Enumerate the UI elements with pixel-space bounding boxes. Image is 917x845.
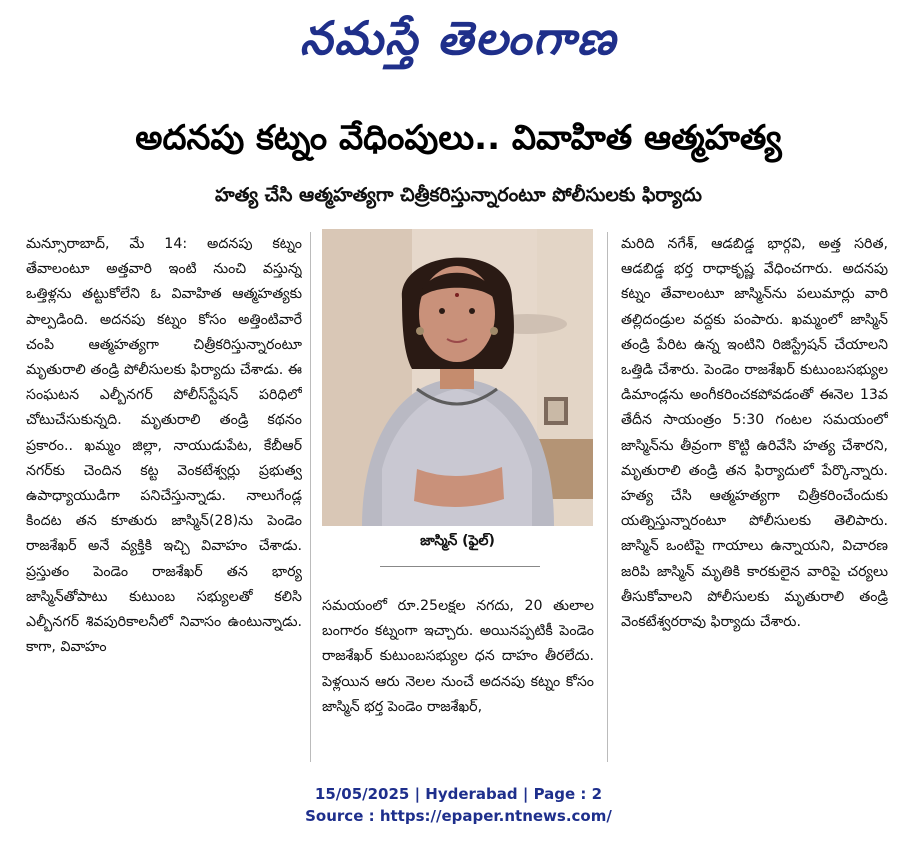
footer-source: Source : https://epaper.ntnews.com/	[305, 807, 612, 825]
article-headline: అదనపు కట్నం వేధింపులు.. వివాహిత ఆత్మహత్య	[135, 118, 782, 158]
article-column-left-text: మన్సూరాబాద్, మే 14: అదనపు కట్నం తేవాలంటూ అత్తవారి ఇంటి నుంచి వస్తున్న ఒత్తిళ్లను తట్టుకోలేని ఓ వివాహిత ఆత్మహత్యకు పాల్పడింది. అదనపు కట్నం కోసం అత్తింటివారే చంపి ఆత్మహత్యగా చిత్రీకరిస్తున్నారంటూ మృతురాలి తండ్రి పోలీసులకు ఫిర్యాదు చేశాడు. ఈ సంఘటన ఎల్బీనగర్ పోలీస్‌స్టేషన్ పరిధిలో చోటుచేసుకున్నది. మృతురాలి తండ్రి కథనం ప్రకారం.. ఖమ్మం జిల్లా, నాయుడుపేట, కేబీఆర్ నగర్‌కు చెందిన కట్ట వెంకటేశ్వర్లు ప్రభుత్వ ఉపాధ్యాయుడిగా పనిచేస్తున్నాడు. నాలుగేండ్ల కిందట తన కూతురు జాస్మిన్(28)ను పెండెం రాజశేఖర్ అనే వ్యక్తికి ఇచ్చి వివాహం చేశాడు. ప్రస్తుతం పెండెం రాజశేఖర్ తన భార్య జాస్మిన్‌తోపాటు కుటుంబ సభ్యులతో కలిసి ఎల్బీనగర్ శివపురికాలనీలో నివాసం ఉంటున్నాడు. కాగా, వివాహం	[26, 236, 302, 656]
woman-portrait-illustration	[322, 229, 593, 526]
column-divider	[310, 232, 311, 762]
photo-caption: జాస్మిన్ (ఫైల్)	[420, 533, 495, 549]
article-column-middle	[322, 594, 594, 764]
article-column-left	[26, 232, 302, 772]
article-subheadline: హత్య చేసి ఆత్మహత్యగా చిత్రీకరిస్తున్నారంటూ పోలీసులకు ఫిర్యాదు	[215, 184, 702, 206]
masthead-title: నమస్తే తెలంగాణ	[299, 11, 618, 65]
article-photo	[322, 229, 593, 526]
article-column-right-text: మరిది నగేశ్, ఆడబిడ్డ భార్గవి, అత్త సరిత, ఆడబిడ్డ భర్త రాధాకృష్ణ వేధించగారు. అదనపు కట్నం తేవాలంటూ జాస్మిన్‌ను పలుమార్లు వారి తల్లిదండ్రుల వద్దకు పంపారు. ఖమ్మంలో జాస్మిన్ తండ్రి పేరిట ఉన్న ఇంటిని రిజిస్ట్రేషన్ చేయాలని ఒత్తిడి చేశారు. పెండెం రాజశేఖర్ కుటుంబసభ్యుల డిమాండ్లను అంగీకరించకపోవడంతో ఈనెల 13వ తేదీన సాయంత్రం 5:30 గంటల సమయంలో జాస్మిన్‌ను తీవ్రంగా కొట్టి ఉరివేసి హత్య చేశారని, మృతురాలి తండ్రి తన ఫిర్యాదులో పేర్కొన్నారు. హత్య చేసి ఆత్మహత్యగా చిత్రీకరించేందుకు యత్నిస్తున్నారంటూ పోలీసులకు తెలిపారు. జాస్మిన్ ఒంటిపై గాయాలు ఉన్నాయని, విచారణ జరిపి జాస్మిన్ మృతికి కారకులైన వారిపై చర్యలు తీసుకోవాలని పోలీసులకు మృతురాలి తండ్రి వెంకటేశ్వరరావు ఫిర్యాదు చేశారు.	[621, 236, 888, 631]
article-column-middle-text: సమయంలో రూ.25లక్షల నగదు, 20 తులాల బంగారం కట్నంగా ఇచ్చారు. అయినప్పటికీ పెండెం రాజశేఖర్ కుటుంబసభ్యుల ధన దాహం తీరలేదు. పెళ్లయిన ఆరు నెలల నుంచే అదనపు కట్నం కోసం జాస్మిన్ భర్త పెండెం రాజశేఖర్,	[322, 598, 594, 715]
column-divider	[607, 232, 608, 762]
caption-rule	[380, 566, 540, 567]
article-column-right	[621, 232, 888, 772]
footer-dateline: 15/05/2025 | Hyderabad | Page : 2	[314, 785, 603, 803]
